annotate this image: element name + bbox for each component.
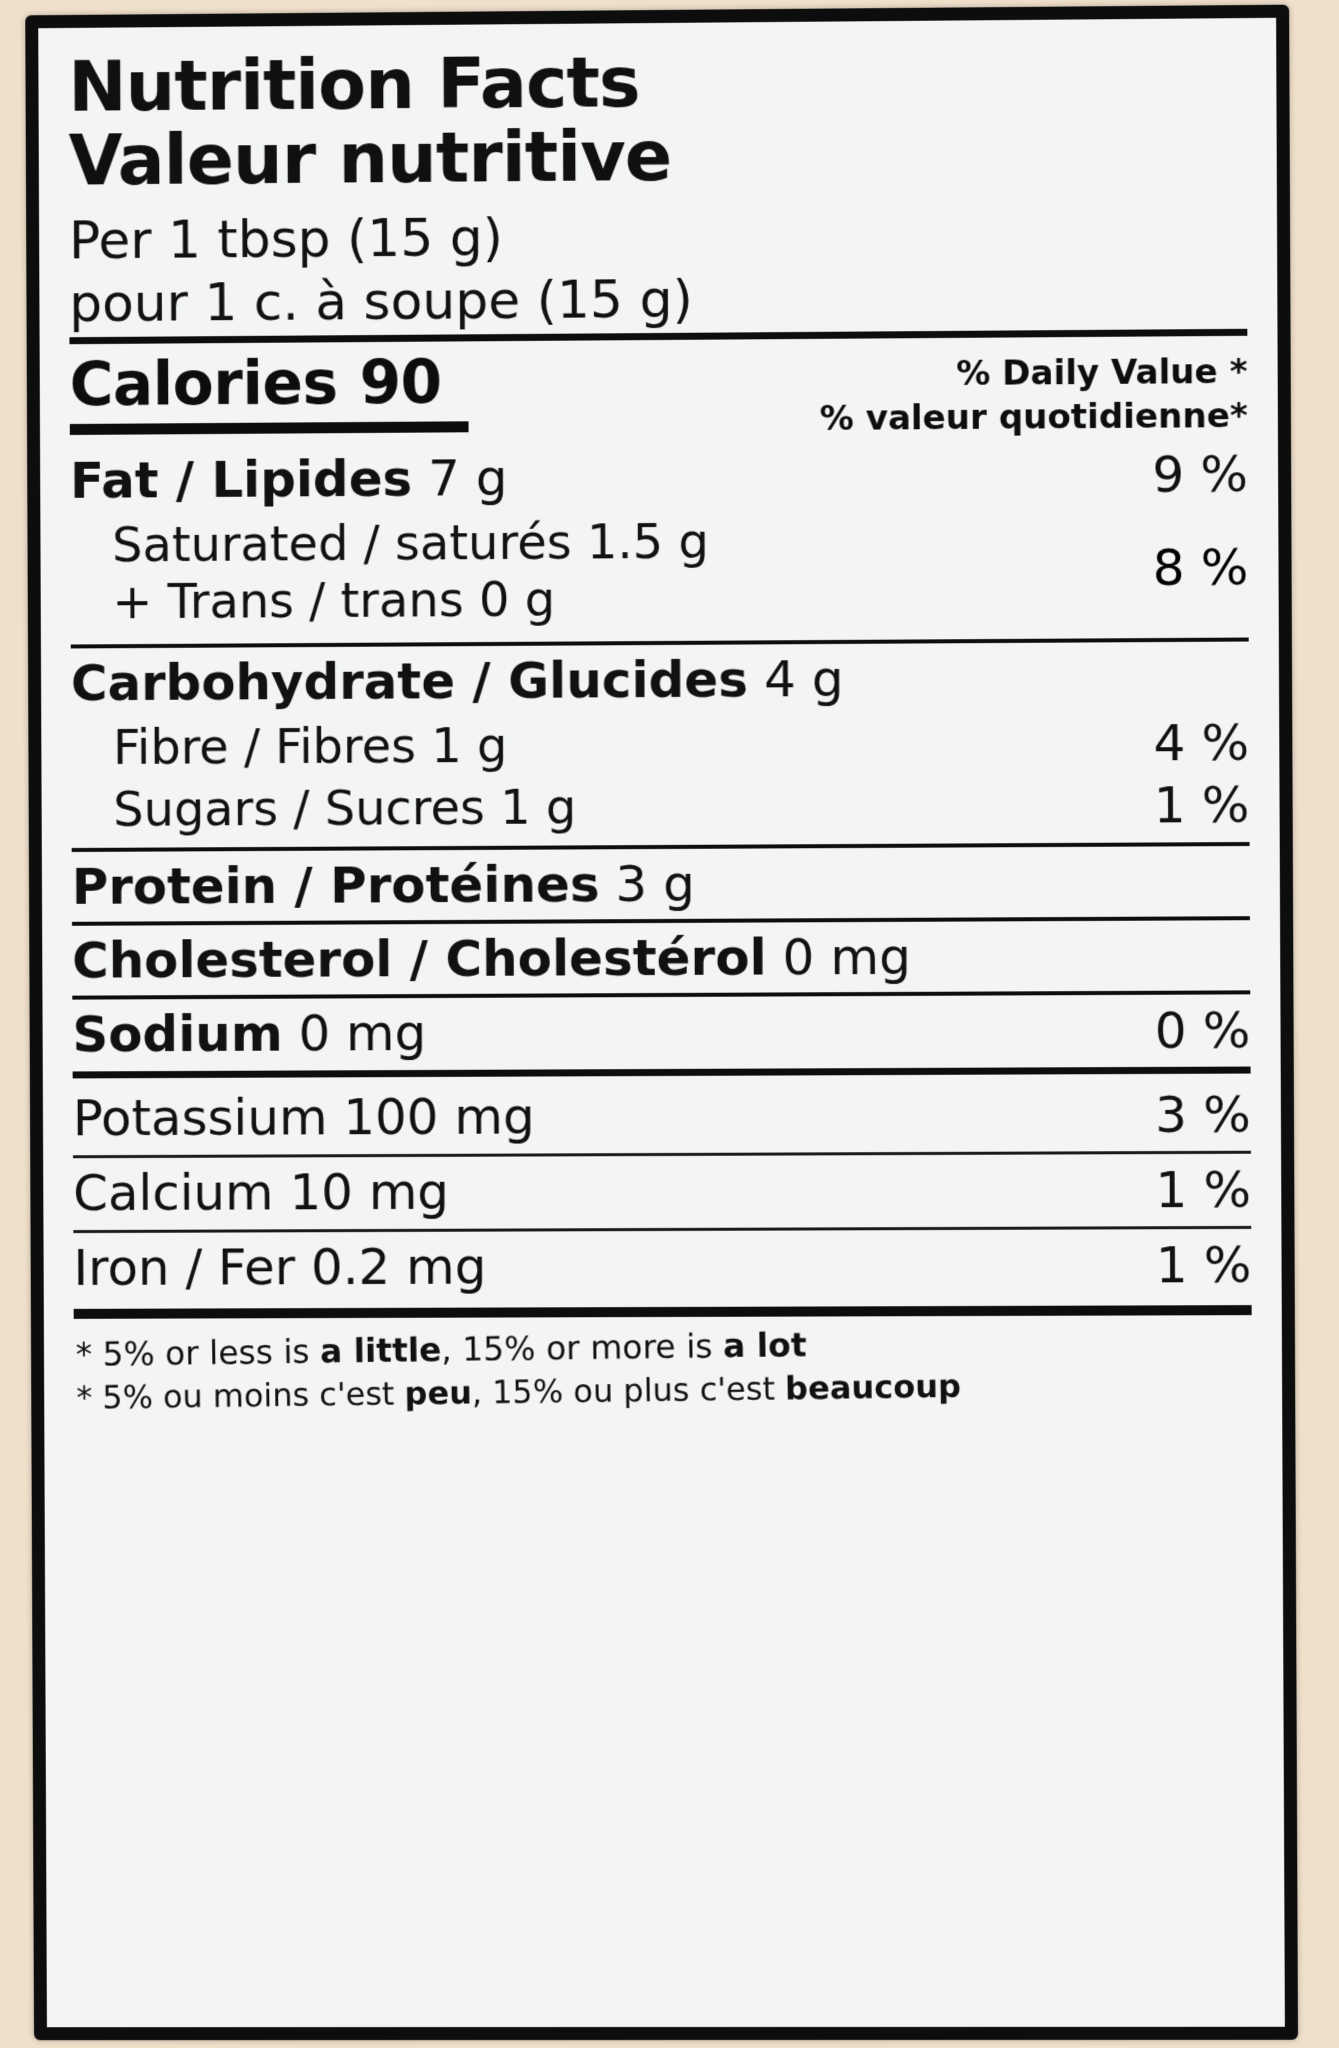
calcium-amount: 10 mg xyxy=(289,1163,450,1222)
sodium-dv: 0 % xyxy=(1154,1001,1251,1061)
row-iron xyxy=(73,1229,1251,1305)
row-sodium xyxy=(72,995,1250,1072)
row-saturated-trans xyxy=(70,510,1248,631)
saturated-trans-dv: 8 % xyxy=(1152,538,1249,597)
iron-dv: 1 % xyxy=(1155,1236,1252,1295)
potassium-dv: 3 % xyxy=(1155,1085,1251,1145)
protein-label: Protein / Protéines xyxy=(71,855,600,917)
iron-label: Iron / Fer xyxy=(73,1238,296,1298)
footnote-english: * 5% or less is a little, 15% or more is a lot xyxy=(75,1325,807,1375)
row-fat xyxy=(70,438,1248,518)
sodium-amount: 0 mg xyxy=(298,1004,427,1063)
trans-line xyxy=(70,568,1136,631)
saturated-label: Saturated / saturés xyxy=(112,514,572,574)
sugars-amount: 1 g xyxy=(500,779,577,837)
cholesterol-label: Cholesterol / Cholestérol xyxy=(72,928,767,991)
sodium-label: Sodium xyxy=(72,1005,283,1064)
row-protein xyxy=(72,846,1250,922)
fat-dv: 9 % xyxy=(1152,445,1249,504)
footnote-french: * 5% ou moins c'est peu, 15% ou plus c'est beaucoup xyxy=(76,1366,962,1417)
daily-value-header-french: % valeur quotidienne* xyxy=(819,395,1248,439)
protein-amount: 3 g xyxy=(615,855,696,914)
fibre-dv: 4 % xyxy=(1153,714,1250,773)
calcium-label: Calcium xyxy=(73,1163,274,1223)
daily-value-header-english: % Daily Value * xyxy=(956,351,1248,394)
potassium-amount: 100 mg xyxy=(343,1087,535,1147)
carbohydrate-amount: 4 g xyxy=(763,650,844,709)
row-carbohydrate xyxy=(71,642,1249,719)
fibre-amount: 1 g xyxy=(431,718,508,775)
row-cholesterol xyxy=(72,921,1250,996)
calories-label: Calories xyxy=(69,348,338,420)
serving-size-english: Per 1 tbsp (15 g) xyxy=(68,208,504,272)
trans-amount: 0 g xyxy=(478,571,556,628)
label-title-english: Nutrition Facts xyxy=(68,41,640,128)
footnotes xyxy=(73,1309,1252,1419)
fibre-label: Fibre / Fibres xyxy=(112,718,417,777)
calories-underline xyxy=(70,421,469,435)
sugars-label: Sugars / Sucres xyxy=(113,780,486,839)
row-sugars xyxy=(71,774,1249,848)
potassium-label: Potassium xyxy=(72,1088,328,1148)
trans-label: + Trans / trans xyxy=(112,571,464,631)
calcium-dv: 1 % xyxy=(1155,1161,1252,1220)
calories-value: 90 xyxy=(359,347,442,418)
saturated-amount: 1.5 g xyxy=(586,513,710,571)
nutrition-facts-label xyxy=(25,5,1298,2041)
row-calcium xyxy=(73,1154,1251,1230)
carbohydrate-label: Carbohydrate / Glucides xyxy=(70,650,749,713)
calories-row xyxy=(69,336,1247,447)
fat-label: Fat / Lipides xyxy=(69,449,413,510)
label-title-french: Valeur nutritive xyxy=(68,115,672,202)
row-potassium xyxy=(73,1074,1251,1156)
cholesterol-amount: 0 mg xyxy=(782,928,912,987)
row-fibre xyxy=(71,712,1249,780)
fat-amount: 7 g xyxy=(427,449,508,508)
iron-amount: 0.2 mg xyxy=(310,1238,487,1297)
serving-size-french: pour 1 c. à soupe (15 g) xyxy=(69,270,693,335)
saturated-line xyxy=(70,511,1136,574)
sugars-dv: 1 % xyxy=(1153,776,1250,835)
